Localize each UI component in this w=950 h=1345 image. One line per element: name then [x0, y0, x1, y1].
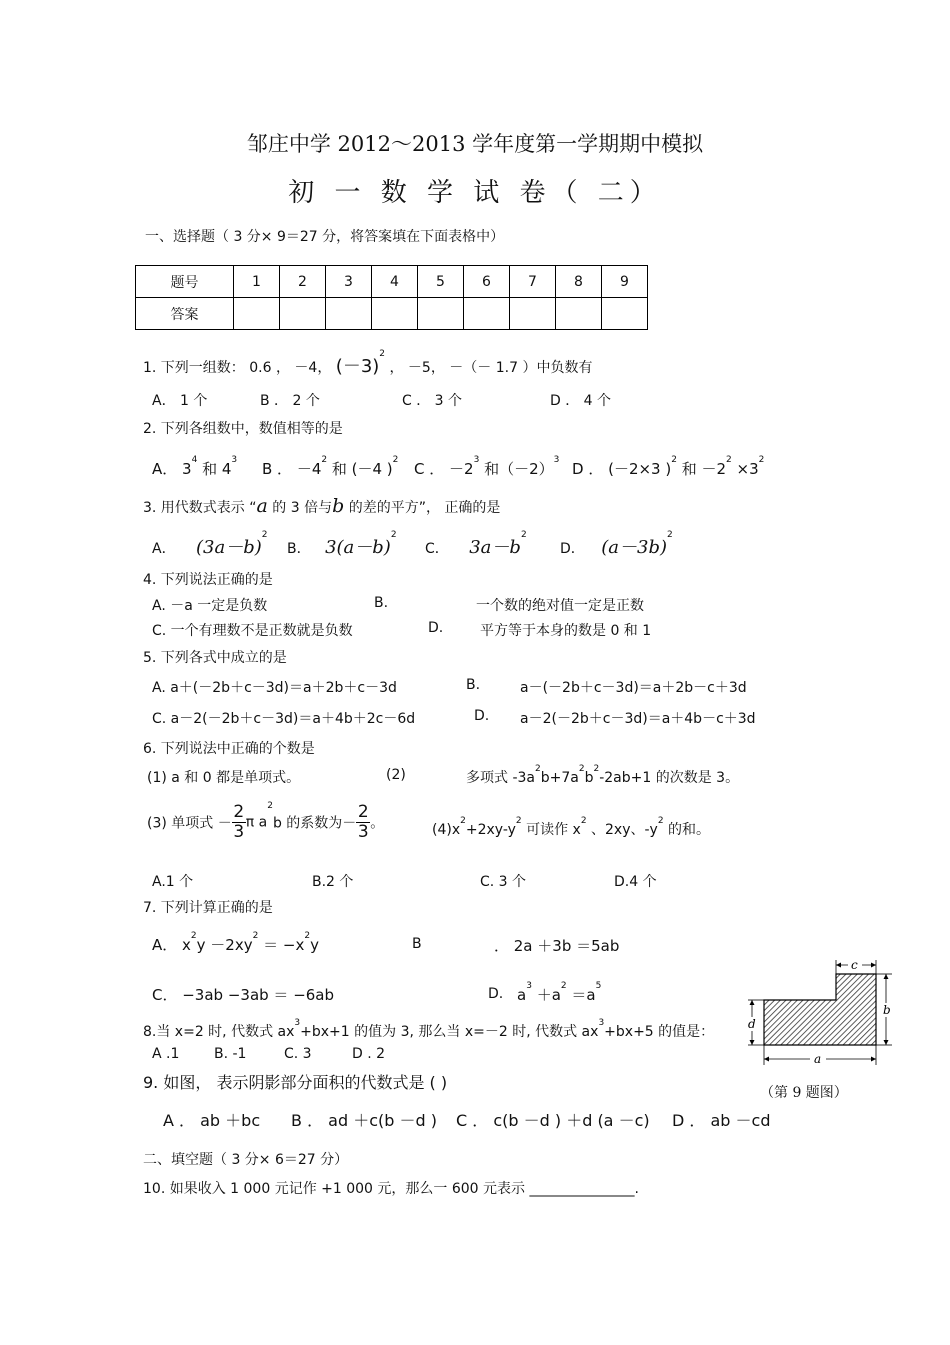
answer-cell-8[interactable] [556, 298, 602, 330]
q5-option-b-text: a－(－2b＋c－3d)＝a＋2b－c＋3d [520, 680, 747, 696]
q7-option-c[interactable]: C． −3ab −3ab ＝ −6ab [152, 986, 335, 1004]
label-a: a [814, 1052, 822, 1066]
q8-option-c[interactable]: C. 3 [284, 1046, 312, 1062]
q4-option-b[interactable]: B. [374, 595, 389, 611]
q8-option-d[interactable]: D . 2 [352, 1046, 386, 1062]
q7-option-d-text: $a^3 +a^2 =a^5$ [517, 981, 602, 1004]
q3-option-a[interactable]: A． $(3a-b)^2$ [152, 530, 268, 558]
question-8: 8.当 x=2 时, 代数式 $ax^3+bx+1$ 的值为 3, 那么当 x=－2 时, 代数式 $ax^3+bx+5$ 的值是： [143, 1018, 715, 1040]
question-4: 4. 下列说法正确的是 [143, 572, 273, 588]
q2-option-b[interactable]: B ． $-4^2$ 和 (－4 )$^2$ [262, 455, 399, 478]
q2-option-d[interactable]: D ． (－2×3 )$^2$ 和 $-2^2 \times 3^2$ [572, 455, 765, 478]
section-heading: 一、选择题（ 3 分× 9＝27 分，将答案填在下面表格中） [145, 229, 505, 245]
table-cell: 5 [418, 266, 464, 298]
page-header-title: 邹庄中学 2012～2013 学年度第一学期期中模拟 [246, 132, 704, 156]
page-title: 初 一 数 学 试 卷（ 二） [288, 178, 662, 208]
question-6: 6. 下列说法中正确的个数是 [143, 741, 315, 757]
q9-figure [740, 955, 900, 1075]
table-row [136, 266, 648, 298]
q5-option-b[interactable]: B. [466, 677, 481, 693]
q6-statement-1: (1) a 和 0 都是单项式。 [147, 770, 301, 786]
q7-option-a[interactable]: A． $x^2y -2xy^2 = -x^2y$ [152, 931, 319, 954]
q6-option-b[interactable]: B.2 个 [312, 874, 354, 890]
q9-option-b[interactable]: B ． ad ＋c(b －d ) [291, 1111, 437, 1130]
answer-cell-6[interactable] [464, 298, 510, 330]
answer-cell-4[interactable] [372, 298, 418, 330]
shaded-region [764, 974, 876, 1045]
question-2: 2. 下列各组数中，数值相等的是 [143, 421, 343, 437]
section-heading: 二、填空题（ 3 分× 6＝27 分） [143, 1152, 349, 1168]
table-header: 答案 [136, 298, 234, 330]
q9-option-d[interactable]: D ． ab －cd [672, 1111, 771, 1130]
table-header: 题号 [136, 266, 234, 298]
q3-option-b[interactable]: B． $3(a-b)^2$ [287, 530, 397, 558]
table-cell: 2 [280, 266, 326, 298]
q5-option-d[interactable]: D. [474, 708, 490, 724]
table-cell: 8 [556, 266, 602, 298]
q8-option-b[interactable]: B. -1 [214, 1046, 247, 1062]
label-c: c [851, 958, 858, 972]
q5-option-a[interactable]: A. a＋(－2b＋c－3d)＝a＋2b＋c－3d [152, 680, 397, 696]
table-cell: 9 [602, 266, 648, 298]
answer-cell-5[interactable] [418, 298, 464, 330]
q6-statement-2-label: (2) [386, 767, 406, 783]
q6-option-d[interactable]: D.4 个 [614, 874, 657, 890]
q5-option-c[interactable]: C. a－2(－2b＋c－3d)＝a＋4b＋2c－6d [152, 711, 416, 727]
question-3: 3. 用代数式表示 “a 的 3 倍与b 的差的平方”， 正确的是 [143, 495, 501, 517]
table-cell: 4 [372, 266, 418, 298]
question-5: 5. 下列各式中成立的是 [143, 650, 287, 666]
q4-option-d-text: 平方等于本身的数是 0 和 1 [480, 623, 652, 639]
q6-statement-3: (3) 单项式 － $\frac{2}{3}$ π $a^2b$ 的系数为－ $\frac{2}{3}$ 。 [147, 801, 385, 842]
q9-option-a[interactable]: A ． ab ＋bc [163, 1111, 261, 1130]
table-cell: 7 [510, 266, 556, 298]
q5-option-d-text: a－2(－2b＋c－3d)＝a＋4b－c＋3d [520, 711, 756, 727]
q3-option-d[interactable]: D． $(a-3b)^2$ [560, 530, 673, 558]
q3-option-c[interactable]: C． $3a-b^2$ [425, 530, 527, 558]
q1-option-b[interactable]: B ． 2 个 [260, 393, 320, 409]
table-cell: 1 [234, 266, 280, 298]
q7-option-b-text: ． 2a ＋3b ＝5ab [494, 937, 620, 955]
answer-cell-1[interactable] [234, 298, 280, 330]
answer-cell-2[interactable] [280, 298, 326, 330]
question-10: 10. 如果收入 1 000 元记作 +1 000 元，那么一 600 元表示 _______________. [143, 1181, 639, 1197]
answer-cell-9[interactable] [602, 298, 648, 330]
q6-option-c[interactable]: C. 3 个 [480, 874, 527, 890]
q2-option-a[interactable]: A． $3^4$ 和 $4^3$ [152, 455, 238, 478]
question-9: 9. 如图， 表示阴影部分面积的代数式是 ( ) [143, 1073, 448, 1092]
question-1: 1. 下列一组数： 0.6 ， －4， $(-3)^2$ ， －5， －（－ 1.7 ）中负数有 [143, 349, 593, 377]
label-b: b [883, 1003, 891, 1017]
q6-option-a[interactable]: A.1 个 [152, 874, 194, 890]
q6-statement-2: 多项式 $-3a^2b+7a^2b^2-2ab+1$ 的次数是 3。 [466, 764, 740, 786]
answer-cell-7[interactable] [510, 298, 556, 330]
q8-option-a[interactable]: A .1 [152, 1046, 180, 1062]
q1-option-c[interactable]: C ． 3 个 [402, 393, 463, 409]
table-cell: 3 [326, 266, 372, 298]
figure-caption: （第 9 题图） [760, 1085, 848, 1101]
q4-option-d[interactable]: D. [428, 620, 444, 636]
q9-option-c[interactable]: C ． c(b －d ) ＋d (a －c) [456, 1111, 650, 1130]
answer-cell-3[interactable] [326, 298, 372, 330]
q4-option-b-text: 一个数的绝对值一定是正数 [476, 598, 644, 614]
q4-option-c[interactable]: C. 一个有理数不是正数就是负数 [152, 623, 353, 639]
q2-option-c[interactable]: C ． $-2^3$ 和$(-2)^3$ [414, 455, 560, 478]
q1-option-a[interactable]: A． 1 个 [152, 393, 208, 409]
table-cell: 6 [464, 266, 510, 298]
q1-option-d[interactable]: D ． 4 个 [550, 393, 612, 409]
question-7: 7. 下列计算正确的是 [143, 900, 273, 916]
table-row [136, 298, 648, 330]
q7-option-b[interactable]: B [412, 936, 422, 952]
q6-statement-4: $(4)x^2+2xy-y^2$ 可读作 $x^2$ 、2xy、$-y^2$ 的和。 [432, 816, 711, 838]
answer-table [135, 265, 648, 330]
q4-option-a[interactable]: A. －a 一定是负数 [152, 598, 268, 614]
q7-option-d[interactable]: D. [488, 986, 504, 1002]
label-d: d [748, 1017, 756, 1031]
